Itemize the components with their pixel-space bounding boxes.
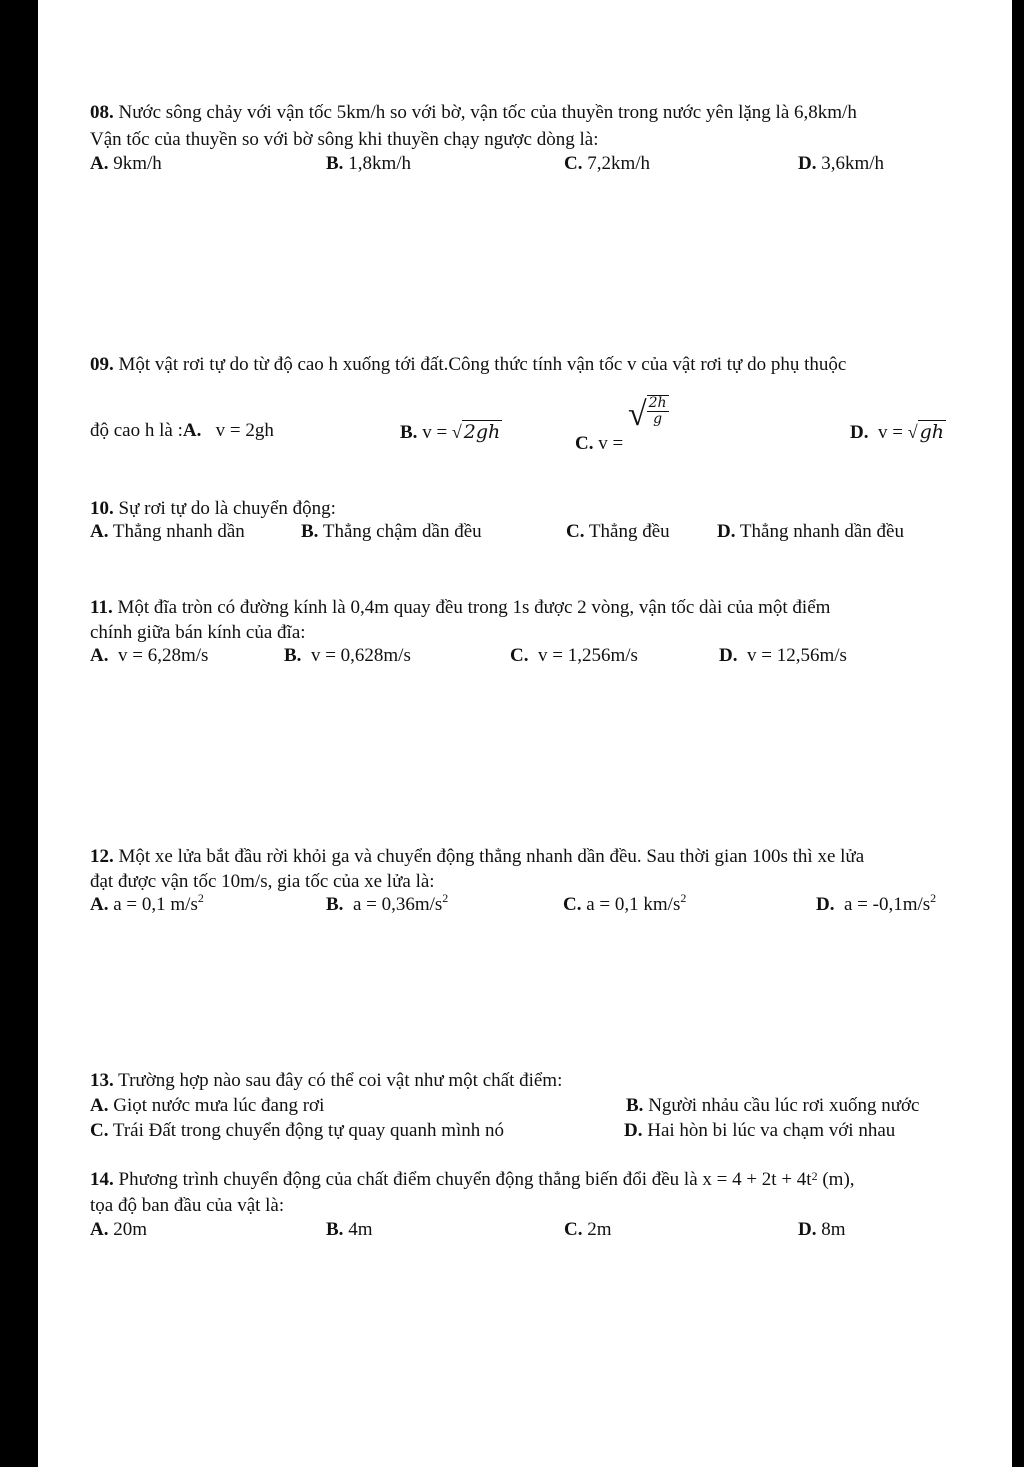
q13-option-a[interactable]: A. Giọt nước mưa lúc đang rơi <box>90 1095 325 1116</box>
q12-number: 12. <box>90 846 114 867</box>
q14-line2: tọa độ ban đầu của vật là: <box>90 1195 285 1216</box>
q13-text1: Trường hợp nào sau đây có thể coi vật như một chất điểm: <box>118 1070 563 1091</box>
q10-option-b[interactable]: B. Thẳng chậm dần đều <box>301 521 482 542</box>
q11-options <box>90 645 990 669</box>
q14-option-b[interactable]: B. 4m <box>326 1219 373 1240</box>
q08-option-c[interactable]: C. 7,2km/h <box>564 153 651 174</box>
q09-option-d[interactable]: D. v = √ gh <box>850 421 944 443</box>
q11-option-b[interactable]: B. v = 0,628m/s <box>284 645 411 666</box>
q11-text1: Một đĩa tròn có đường kính là 0,4m quay đều trong 1s được 2 vòng, vận tốc dài của một điểm <box>117 597 831 618</box>
q09-text1: Một vật rơi tự do từ độ cao h xuống tới đất.Công thức tính vận tốc v của vật rơi tự do phụ thuộc <box>118 354 847 375</box>
q12-line1 <box>90 845 864 868</box>
q08-line1 <box>90 101 857 124</box>
q11-option-a[interactable]: A. v = 6,28m/s <box>90 645 209 666</box>
q12-line2: đạt được vận tốc 10m/s, gia tốc của xe lửa là: <box>90 871 435 892</box>
q12-text1: Một xe lửa bắt đầu rời khỏi ga và chuyển động thẳng nhanh dần đều. Sau thời gian 100s thì xe lửa <box>118 846 865 867</box>
q13-option-b[interactable]: B. Người nhảu cầu lúc rơi xuống nước <box>626 1095 920 1116</box>
q13-option-c[interactable]: C. Trái Đất trong chuyển động tự quay quanh mình nó <box>90 1120 505 1141</box>
q12-option-c[interactable]: C. a = 0,1 $km/s^2$ <box>563 891 687 915</box>
q14-option-a[interactable]: A. 20m <box>90 1219 148 1240</box>
q10-options <box>90 521 990 545</box>
q08-text1: Nước sông chảy với vận tốc 5km/h so với bờ, vận tốc của thuyền trong nước yên lặng là 6,8km/h <box>118 102 857 123</box>
q08-line2: Vận tốc của thuyền so với bờ sông khi thuyền chạy ngược dòng là: <box>90 129 599 150</box>
q09-option-b[interactable]: B. v = √ 2gh <box>400 421 501 443</box>
q13-options-row1 <box>90 1095 990 1119</box>
q10-number: 10. <box>90 498 114 519</box>
q11-option-d[interactable]: D. v = 12,56m/s <box>719 645 847 666</box>
q14-option-d[interactable]: D. 8m <box>798 1219 846 1240</box>
q12-option-b[interactable]: B. $a = 0,36m/s^2$ <box>326 891 449 915</box>
scan-right-border <box>1012 0 1024 1467</box>
q10-option-a[interactable]: A. Thẳng nhanh dần <box>90 521 245 542</box>
q10-text1: Sự rơi tự do là chuyển động: <box>118 498 336 519</box>
q11-line2: chính giữa bán kính của đĩa: <box>90 622 306 643</box>
q09-option-a[interactable]: A. v = 2gh <box>182 420 274 441</box>
q08-number: 08. <box>90 102 114 123</box>
q10-line1 <box>90 497 336 520</box>
q08-option-d[interactable]: D. 3,6km/h <box>798 153 885 174</box>
q10-option-c[interactable]: C. Thẳng đều <box>566 521 670 542</box>
q11-line1 <box>90 596 830 619</box>
q14-options <box>90 1219 990 1243</box>
q13-option-d[interactable]: D. Hai hòn bi lúc va chạm với nhau <box>624 1120 896 1141</box>
q14-number: 14. <box>90 1169 114 1190</box>
q08-option-a[interactable]: A. 9km/h <box>90 153 162 174</box>
q10-option-d[interactable]: D. Thẳng nhanh dần đều <box>717 521 904 542</box>
q14-option-c[interactable]: C. 2m <box>564 1219 612 1240</box>
q09-number: 09. <box>90 354 114 375</box>
q11-number: 11. <box>90 597 113 618</box>
q12-option-d[interactable]: D. $a = -0,1m/s^2$ <box>816 891 937 915</box>
q08-options <box>90 153 990 177</box>
q08-option-b[interactable]: B. 1,8km/h <box>326 153 411 174</box>
q14-line1: 14. Phương trình chuyển động của chất điểm chuyển động thẳng biến đổi đều là $x = 4 + 2t + 4t^2$ (m), <box>90 1169 855 1190</box>
q09-prefix: độ cao h là : <box>90 420 183 441</box>
q12-options <box>90 891 990 918</box>
q13-line1 <box>90 1069 562 1092</box>
q13-options-row2 <box>90 1120 990 1144</box>
q09-option-c[interactable]: C. v = √ $\frac{2h}{g}$ <box>575 394 667 454</box>
scan-left-border <box>0 0 38 1467</box>
q11-option-c[interactable]: C. v = 1,256m/s <box>510 645 638 666</box>
q13-number: 13. <box>90 1070 114 1091</box>
q09-line1 <box>90 353 846 376</box>
q09-options <box>90 394 990 454</box>
q12-option-a[interactable]: A. a = 0,1 $m/s^2$ <box>90 891 204 915</box>
